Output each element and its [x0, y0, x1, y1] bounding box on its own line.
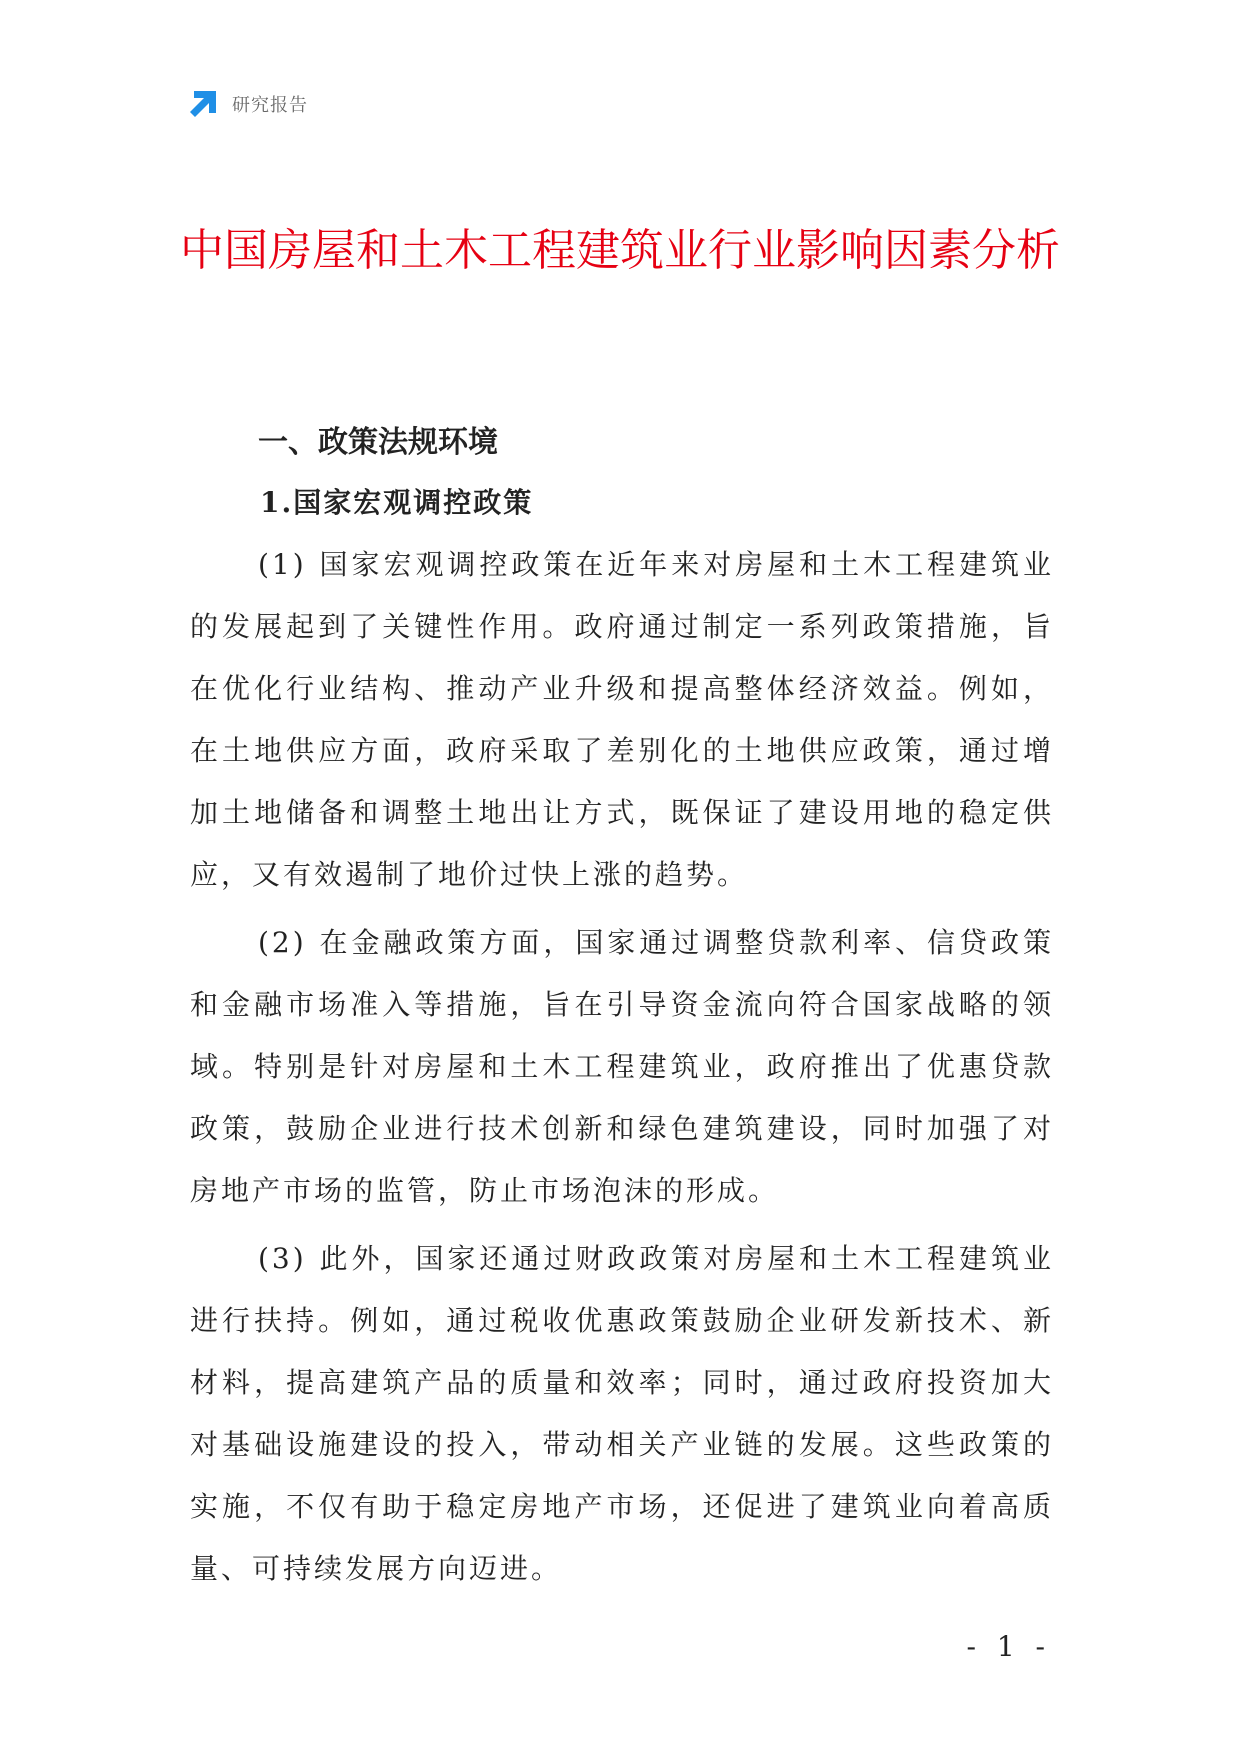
- subsection-heading: 1.国家宏观调控政策: [260, 486, 534, 519]
- section-heading: 一、政策法规环境: [258, 425, 498, 460]
- arrow-up-right-icon: [186, 87, 220, 121]
- header-label: 研究报告: [232, 95, 308, 116]
- page-number: - 1 -: [966, 1630, 1051, 1663]
- document-title: 中国房屋和土木工程建筑业行业影响因素分析: [180, 225, 1060, 276]
- paragraph-1: (1) 国家宏观调控政策在近年来对房屋和土木工程建筑业的发展起到了关键性作用。政府通过制定一系列政策措施，旨在优化行业结构、推动产业升级和提高整体经济效益。例如，在土地供应方面，政府采取了差别化的土地供应政策，通过增加土地储备和调整土地出让方式，既保证了建设用地的稳定供应，又有效遏制了地价过快上涨的趋势。: [190, 548, 1054, 891]
- report-header: [186, 86, 308, 122]
- document-body: [190, 418, 1054, 1600]
- paragraph-3: (3) 此外，国家还通过财政政策对房屋和土木工程建筑业进行扶持。例如，通过税收优惠政策鼓励企业研发新技术、新材料，提高建筑产品的质量和效率；同时，通过政府投资加大对基础设施建设的投入，带动相关产业链的发展。这些政策的实施，不仅有助于稳定房地产市场，还促进了建筑业向着高质量、可持续发展方向迈进。: [190, 1242, 1054, 1585]
- paragraph-2: (2) 在金融政策方面，国家通过调整贷款利率、信贷政策和金融市场准入等措施，旨在引导资金流向符合国家战略的领域。特别是针对房屋和土木工程建筑业，政府推出了优惠贷款政策，鼓励企业进行技术创新和绿色建筑建设，同时加强了对房地产市场的监管，防止市场泡沫的形成。: [190, 926, 1054, 1207]
